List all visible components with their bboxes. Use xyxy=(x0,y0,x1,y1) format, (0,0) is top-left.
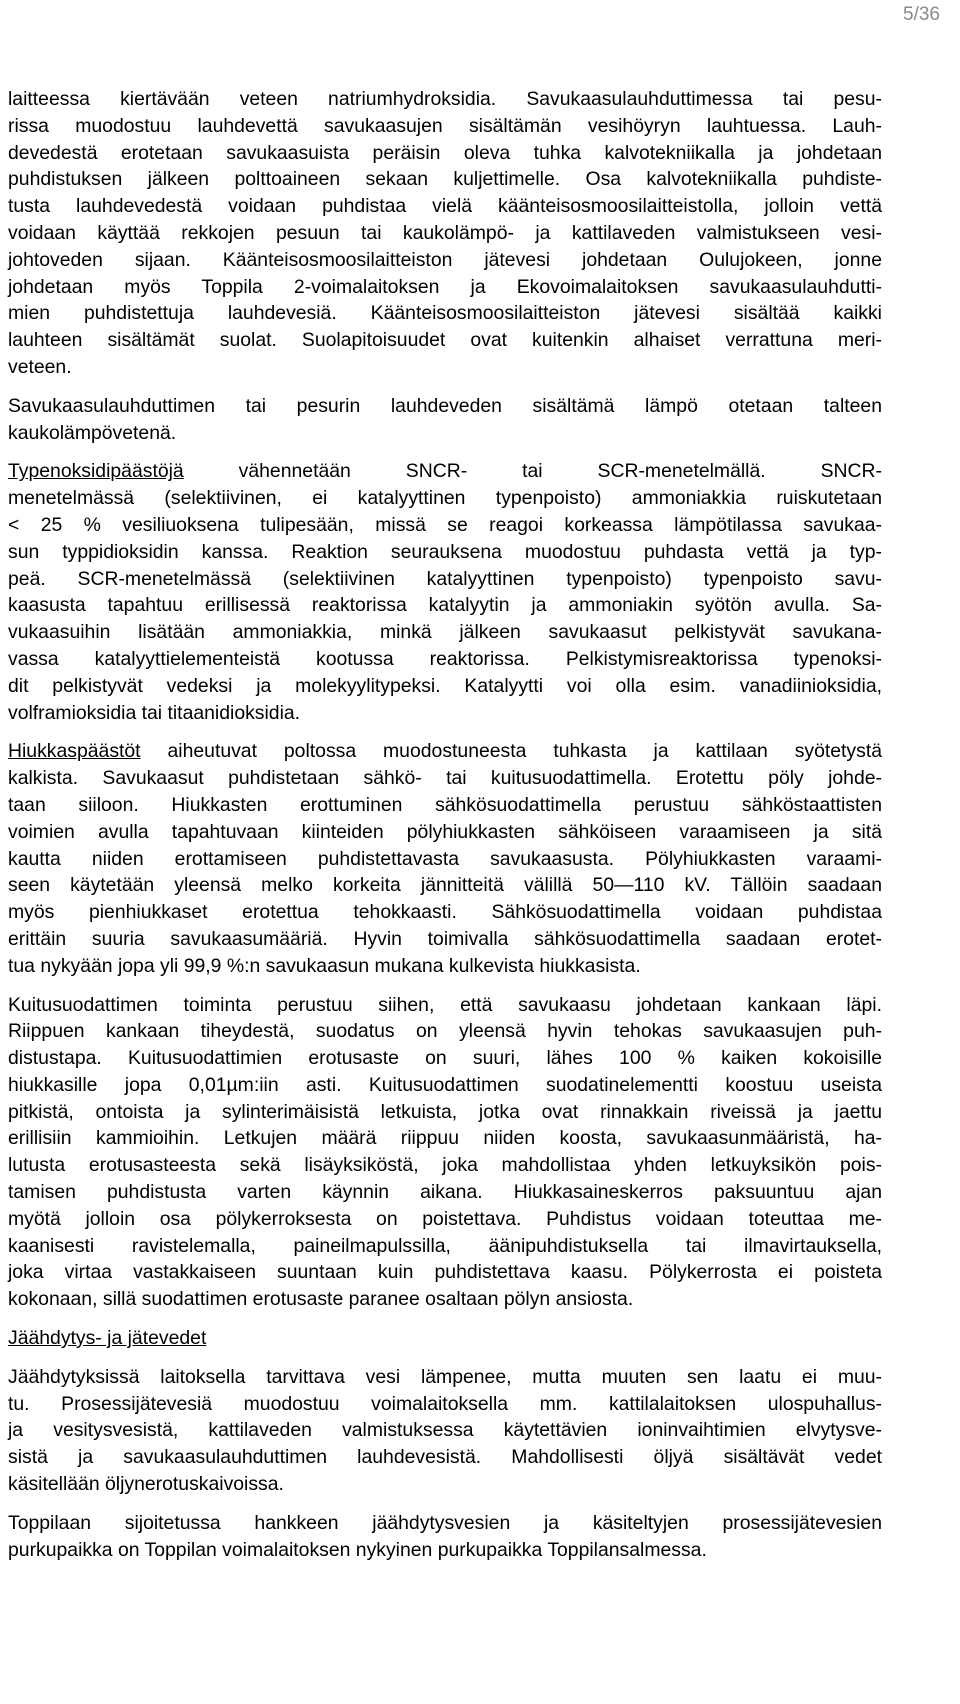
text-line xyxy=(0,1325,882,1352)
text-line: kalkista. Savukaasut puhdistetaan sähkö- tai kuitusuodattimella. Erotettu pöly johde- xyxy=(8,767,882,790)
text-line: kautta niiden erottamiseen puhdistettavasta savukaasusta. Pölyhiukkasten varaami- xyxy=(8,847,882,870)
paragraph-discharge xyxy=(0,1510,960,1564)
text-line: johtoveden sijaan. Käänteisosmoosilaitteiston jätevesi johdetaan Oulujokeen, jonne xyxy=(8,248,882,271)
paragraph-gap xyxy=(0,726,960,738)
text-line: veteen. xyxy=(8,355,72,378)
page-number: 5/36 xyxy=(903,4,940,25)
text-line: Jäähdytyksissä laitoksella tarvittava vesi lämpenee, mutta muuten sen laatu ei muu- xyxy=(8,1365,882,1388)
text-line: myötä jolloin osa pölykerroksesta on poistettava. Puhdistus voidaan toteuttaa me- xyxy=(8,1207,882,1230)
text-line: joka virtaa vastakkaiseen suuntaan kuin puhdistettava kaasu. Pölykerrosta ei poisteta xyxy=(8,1261,882,1284)
text-line: Toppilaan sijoitetussa hankkeen jäähdytysvesien ja käsiteltyjen prosessijätevesien xyxy=(8,1511,882,1534)
text-line: menetelmässä (selektiivinen, ei katalyyttinen typenpoisto) ammoniakkia ruiskutetaan xyxy=(8,487,882,510)
text-line: kaasusta tapahtuu erillisessä reaktorissa katalyytin ja ammoniakin syötön avulla. Sa- xyxy=(8,594,882,617)
text-line: voimien avulla tapahtuvaan kiinteiden pölyhiukkasten sähköiseen varaamiseen ja sitä xyxy=(8,820,882,843)
paragraph-nox xyxy=(0,458,960,726)
text-line: tusta lauhdevedestä voidaan puhdistaa vielä käänteisosmoosilaitteistolla, jolloin vettä xyxy=(8,195,882,218)
text-line: peä. SCR-menetelmässä (selektiivinen katalyyttinen typenpoisto) typenpoisto savu- xyxy=(8,567,882,590)
paragraph-gap xyxy=(0,1498,960,1510)
text-line: Savukaasulauhduttimen tai pesurin lauhdeveden sisältämä lämpö otetaan talteen xyxy=(8,394,882,417)
text-line: käsitellään öljynerotuskaivoissa. xyxy=(8,1473,284,1496)
text-line: kokonaan, sillä suodattimen erotusaste paranee osaltaan pölyn ansiosta. xyxy=(8,1288,634,1311)
text-line: < 25 % vesiliuoksena tulipesään, missä se reagoi korkeassa lämpötilassa savukaa- xyxy=(8,513,882,536)
text-line: sun typpidioksidin kanssa. Reaktion seurauksena muodostuu puhdasta vettä ja typ- xyxy=(8,540,882,563)
text-line: hiukkasille jopa 0,01µm:iin asti. Kuitusuodattimen suodatinelementti koostuu useista xyxy=(8,1073,882,1096)
paragraph-gap xyxy=(0,446,960,458)
text-line: vassa katalyyttielementeistä kootussa reaktorissa. Pelkistymisreaktorissa typenoksi- xyxy=(8,647,882,670)
text-line: Kuitusuodattimen toiminta perustuu siihen, että savukaasu johdetaan kankaan läpi. xyxy=(8,993,882,1016)
text-line: johdetaan myös Toppila 2-voimalaitoksen ja Ekovoimalaitoksen savukaasulauhdutti- xyxy=(8,275,882,298)
paragraph-particles xyxy=(0,738,960,979)
text-line: myös pienhiukkaset erotettua tehokkaasti. Sähkösuodattimella voidaan puhdistaa xyxy=(8,901,882,924)
text-line: distustapa. Kuitusuodattimien erotusaste on suuri, lähes 100 % kaiken kokoisille xyxy=(8,1047,882,1070)
text-line: purkupaikka on Toppilan voimalaitoksen nykyinen purkupaikka Toppilansalmessa. xyxy=(8,1538,707,1561)
paragraph-gap xyxy=(0,1352,960,1364)
paragraph-cooling xyxy=(0,1364,960,1498)
text-line: lutusta erotusasteesta sekä lisäyksiköstä, joka mahdollistaa yhden letkuyksikön pois- xyxy=(8,1154,882,1177)
text-line: lauhteen sisältämät suolat. Suolapitoisuudet ovat kuitenkin alhaiset verrattuna meri- xyxy=(8,329,882,352)
paragraph-fabric-filter xyxy=(0,992,960,1314)
text-line: tua nykyään jopa yli 99,9 %:n savukaasun mukana kulkevista hiukkasista. xyxy=(8,954,641,977)
text-line: taan siiloon. Hiukkasten erottuminen sähkösuodattimella perustuu sähköstaattisten xyxy=(8,793,882,816)
section-heading-block xyxy=(0,1325,960,1352)
text-line: puhdistuksen jälkeen polttoaineen sekaan kuljettimelle. Osa kalvotekniikalla puhdiste- xyxy=(8,168,882,191)
paragraph-gap xyxy=(0,1313,960,1325)
section-heading: Jäähdytys- ja jätevedet xyxy=(8,1327,207,1350)
text-line: devedestä erotetaan savukaasuista peräisin oleva tuhka kalvotekniikalla ja johdetaan xyxy=(8,141,882,164)
text-line: vukaasuihin lisätään ammoniakkia, minkä jälkeen savukaasut pelkistyvät savukana- xyxy=(8,621,882,644)
paragraph-gap xyxy=(0,381,960,393)
document-body xyxy=(0,86,960,1563)
text-line: mien puhdistettuja lauhdevesiä. Käänteisosmoosilaitteiston jätevesi sisältää kaikki xyxy=(8,302,882,325)
text-segment: vähennetään SNCR- tai SCR-menetelmällä. SNCR- xyxy=(183,460,882,483)
text-line: Riippuen kankaan tiheydestä, suodatus on yleensä hyvin tehokas savukaasujen puh- xyxy=(8,1020,882,1043)
nox-heading: Typenoksidipäästöjä xyxy=(8,460,184,483)
text-line: volframioksidia tai titaanidioksidia. xyxy=(8,701,301,724)
text-line: ja vesitysvesistä, kattilaveden valmistuksessa käytettävien ioninvaihtimien elvytysve- xyxy=(8,1419,882,1442)
text-line: kaanisesti ravistelemalla, paineilmapulssilla, äänipuhdistuksella tai ilmavirtauksella, xyxy=(8,1234,882,1257)
text-line xyxy=(0,738,882,765)
paragraph-gap xyxy=(0,980,960,992)
text-line: tamisen puhdistusta varten käynnin aikana. Hiukkasaineskerros paksuuntuu ajan xyxy=(8,1181,882,1204)
text-line: erillisiin kammioihin. Letkujen määrä riippuu niiden koosta, savukaasunmääristä, ha- xyxy=(8,1127,882,1150)
text-line: erittäin suuria savukaasumääriä. Hyvin toimivalla sähkösuodattimella saadaan erotet- xyxy=(8,927,882,950)
text-line: rissa muodostuu lauhdevettä savukaasujen sisältämän vesihöyryn lauhtuessa. Lauh- xyxy=(8,114,882,137)
text-line: laitteessa kiertävään veteen natriumhydroksidia. Savukaasulauhduttimessa tai pesu- xyxy=(8,88,882,110)
text-line: kaukolämpövetenä. xyxy=(8,421,177,444)
text-line: voidaan käyttää rekkojen pesuun tai kaukolämpö- ja kattilaveden valmistukseen vesi- xyxy=(8,221,882,244)
text-line: pitkistä, ontoista ja sylinterimäisistä letkuista, jotka ovat rinnakkain riveissä ja jaettu xyxy=(8,1100,882,1123)
text-line: dit pelkistyvät vedeksi ja molekyylitypeksi. Katalyytti voi olla esim. vanadiinioksidia, xyxy=(8,674,882,697)
text-line: tu. Prosessijätevesiä muodostuu voimalaitoksella mm. kattilalaitoksen ulospuhallus- xyxy=(8,1392,882,1415)
particles-heading: Hiukkaspäästöt xyxy=(8,740,141,763)
paragraph-1 xyxy=(0,86,960,381)
text-line: seen käytetään yleensä melko korkeita jännitteitä välillä 50—110 kV. Tällöin saadaan xyxy=(8,874,882,897)
paragraph-2 xyxy=(0,393,960,447)
text-segment: aiheutuvat poltossa muodostuneesta tuhkasta ja kattilaan syötetystä xyxy=(140,740,882,763)
text-line: sistä ja savukaasulauhduttimen lauhdevesistä. Mahdollisesti öljyä sisältävät vedet xyxy=(8,1446,882,1469)
text-line xyxy=(0,458,882,485)
